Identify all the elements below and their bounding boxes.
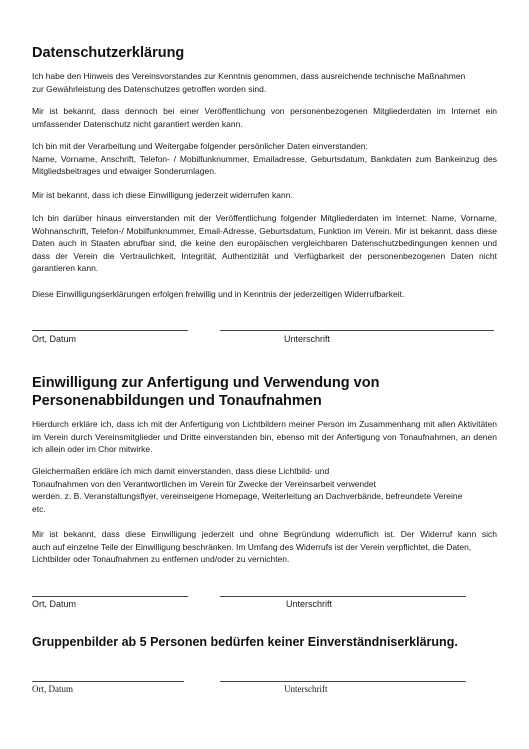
- paragraph-image-revocation: Mir ist bekannt, dass diese Einwilligung jederzeit und ohne Begründung widerruflich ist. Der Widerruf kann sich auch auf einzelne Teile der Einwilligung beschränken. Im Umfang des Widerrufs ist der Verein verpflichtet, die Daten, Lichtbilder oder Tonaufnahmen zu entfernen und/oder zu vernichten.: [32, 529, 497, 564]
- signature-line: [220, 681, 466, 682]
- signature-label: Unterschrift: [286, 599, 333, 609]
- paragraph-internet-publication: Ich bin darüber hinaus einverstanden mit der Veröffentlichung folgender Mitgliederdaten im Internet: Name, Vorname, Wohnanschrift, Telefon-/ Mobilfunknummer, Email-Adresse, Geburtsdatum, Funktion im Verein. Mir ist bekannt, dass diese Daten auch in Staaten abrufbar sind, die keine den europäischen vergleichbaren Datenschutzbedingungen kennen und dass der Verein die Vertraulichkeit, Integrität, Authentizität und Verfügbarkeit der personenbezogenen Daten nicht garantieren kann.: [32, 213, 497, 273]
- place-date-label: Ort, Datum: [32, 599, 77, 609]
- paragraph-voluntary: Diese Einwilligungserklärungen erfolgen freiwillig und in Kenntnis der jederzeitigen Widerrufbarkeit.: [32, 289, 405, 299]
- section-title-images: Einwilligung zur Anfertigung und Verwendung von Personenabbildungen und Tonaufnahmen: [32, 375, 380, 409]
- signature-label: Unterschrift: [284, 684, 328, 694]
- place-date-label: Ort, Datum: [32, 684, 73, 694]
- place-date-line: [32, 596, 188, 597]
- paragraph-revocation: Mir ist bekannt, dass ich diese Einwilligung jederzeit widerrufen kann.: [32, 190, 293, 200]
- paragraph-acknowledgement: Ich habe den Hinweis des Vereinsvorstandes zur Kenntnis genommen, dass ausreichende technische Maßnahmen zur Gewährleistung des Datenschutzes getroffen worden sind.: [32, 71, 466, 94]
- signature-line: [220, 596, 466, 597]
- paragraph-data-consent: Ich bin mit der Verarbeitung und Weitergabe folgender persönlicher Daten einverstanden: Name, Vorname, Anschrift, Telefon- / Mobilfunknummer, Emailadresse, Geburtsdatum, Bankdaten zum Bankeinzug des Mitgliedsbeitrages und etwaiger Sonderumlagen.: [32, 141, 497, 176]
- signature-label: Unterschrift: [284, 334, 331, 344]
- group-photo-note: Gruppenbilder ab 5 Personen bedürfen keiner Einverständniserklärung.: [32, 635, 458, 649]
- paragraph-image-consent: Hierdurch erkläre ich, dass ich mit der Anfertigung von Lichtbildern meiner Person im Zusammenhang mit allen Aktivitäten im Verein durch Vereinsmitglieder und Dritte einverstanden bin, ebenso mit der Anfertigung von Tonaufnahmen, an denen ich allein oder im Chor mitwirke.: [32, 419, 497, 454]
- place-date-label: Ort, Datum: [32, 334, 77, 344]
- paragraph-no-guarantee: Mir ist bekannt, dass dennoch bei einer Veröffentlichung von personenbezogenen Mitgliederdaten im Internet ein umfassender Datenschutz nicht garantiert werden kann.: [32, 106, 497, 129]
- signature-line: [220, 330, 494, 331]
- paragraph-image-usage: Gleichermaßen erkläre ich mich damit einverstanden, dass diese Lichtbild- und Tonaufnahmen von den Verantwortlichen im Verein für Zwecke der Vereinsarbeit verwendet werden. z. B. Veranstaltungsflyer, vereinseigene Homepage, Weiterleitung an Dachverbände, befreundete Vereine etc.: [32, 466, 463, 514]
- section-title-privacy: Datenschutzerklärung: [32, 45, 185, 61]
- place-date-line: [32, 681, 184, 682]
- place-date-line: [32, 330, 188, 331]
